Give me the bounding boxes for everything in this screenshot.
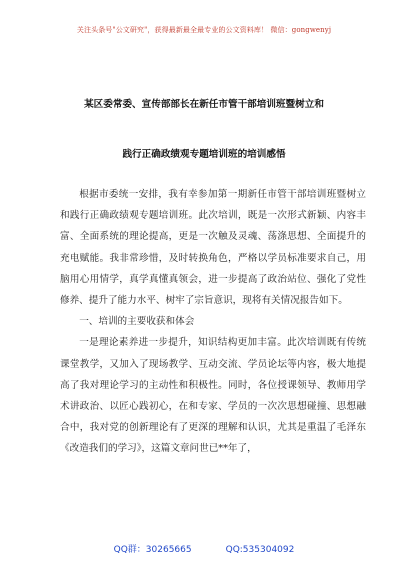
document-body bbox=[60, 184, 366, 460]
footer-qq-group: QQ群：30265665 bbox=[113, 545, 192, 555]
section-paragraph: 一是理论素养进一步提升，知识结构更加丰富。此次培训既有传统课堂教学，又加入了现场教学、互动交流、学员论坛等内容，极大地提高了我对理论学习的主动性和积极性。同时，各位授课领导、教师用学术讲政治、以匠心践初心，在和专家、学员的一次次思想碰撞、思想融合中，我对党的创新理论有了更深的理解和认识，尤其是重温了毛泽东《改造我们的学习》，这篇文章问世已**年了， bbox=[60, 337, 366, 455]
section-heading: 一、培训的主要收获和体会 bbox=[79, 316, 195, 328]
footer-qq: QQ:535304092 bbox=[225, 545, 295, 555]
document-title-line-2: 践行正确政绩观专题培训班的培训感悟 bbox=[122, 149, 286, 160]
document-title-line-1: 某区委常委、宣传部部长在新任市管干部培训班暨树立和 bbox=[84, 99, 324, 110]
intro-paragraph: 根据市委统一安排，我有幸参加第一期新任市管干部培训班暨树立和践行正确政绩观专题培训班。此次培训，既是一次形式新颖、内容丰富、全面系统的理论提高，更是一次触及灵魂、荡涤思想、全面提升的充电赋能。我非常珍惜，及时转换角色，严格以学员标准要求自己，用脑用心用情学，真学真懂真领会，进一步提高了政治站位、强化了党性修养、提升了能力水平、树牢了宗旨意识，现将有关情况报告如下。 bbox=[60, 189, 366, 307]
header-banner: 关注头条号"公文研究"，获得最新最全最专业的公文资料库！ 微信：gongwenyj bbox=[76, 26, 332, 34]
footer-contact bbox=[0, 542, 408, 555]
